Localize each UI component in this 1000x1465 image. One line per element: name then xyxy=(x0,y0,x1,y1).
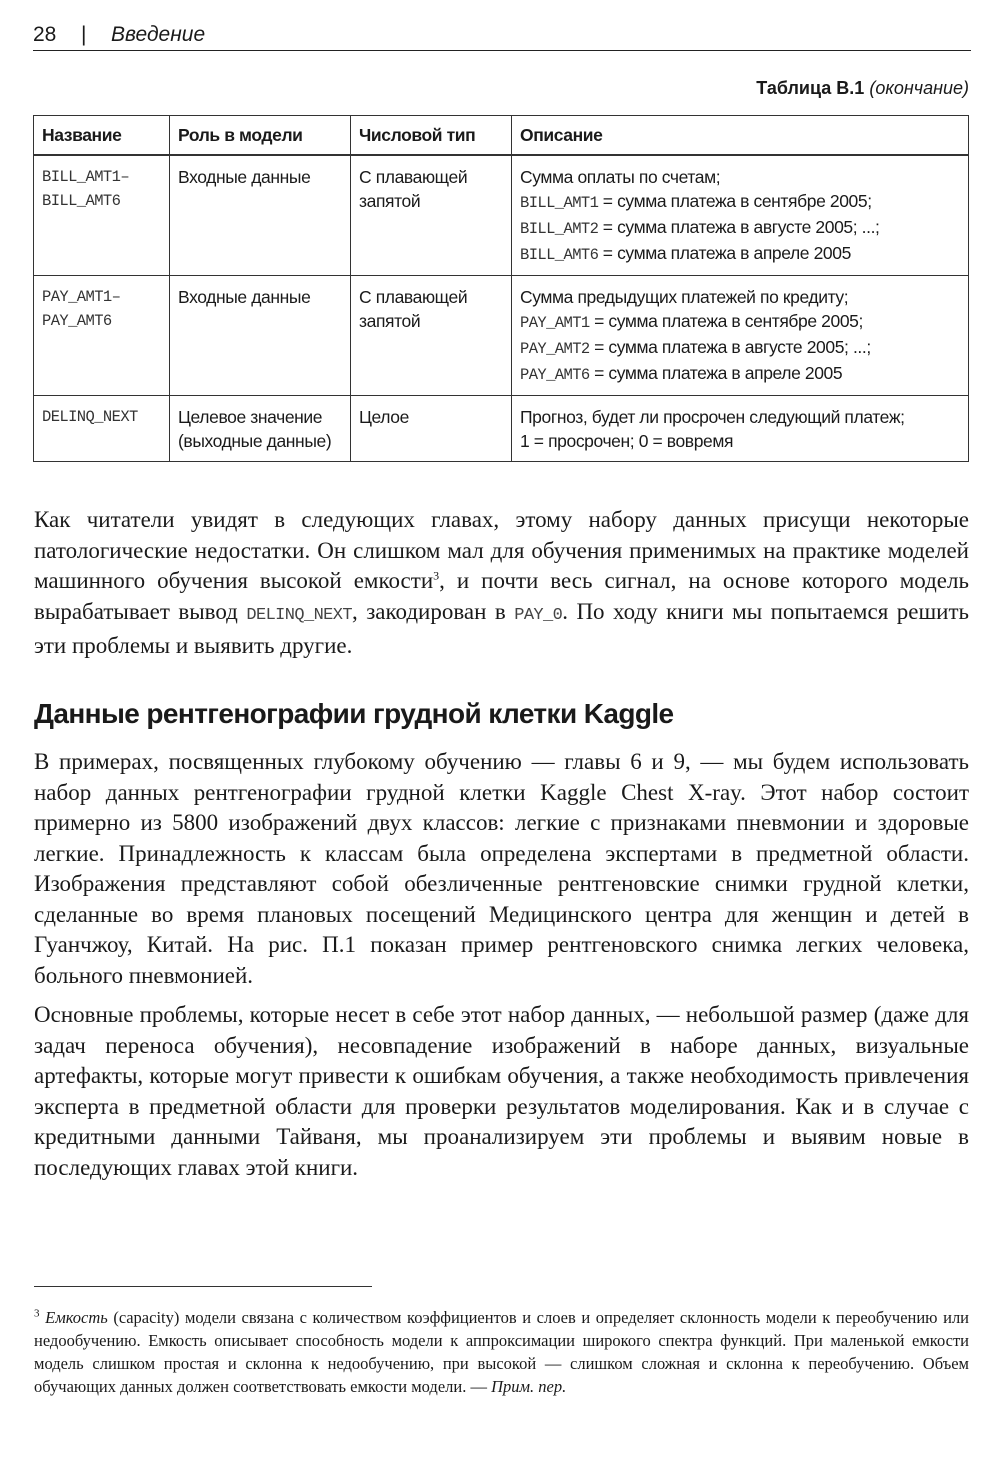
model-role-cell: Входные данные xyxy=(170,155,351,276)
variables-table xyxy=(33,115,969,462)
model-role-cell: Входные данные xyxy=(170,276,351,396)
paragraph-text: Как читатели увидят в следующих главах, этому набору данных присущи некоторые патологические недостатки. Он слишком мал для обучения применимых на практике моделей машинного обучения высокой емкости xyxy=(34,507,969,593)
code-term: PAY_AMT2 xyxy=(520,340,590,358)
description-line: 1 = просрочен; 0 = вовремя xyxy=(520,431,734,451)
table-row xyxy=(34,276,969,396)
numeric-type-cell: Целое xyxy=(351,396,512,462)
description-title: Прогноз, будет ли просрочен следующий платеж; xyxy=(520,407,905,427)
variable-name: BILL_AMT6 xyxy=(42,192,121,210)
description-title: Сумма оплаты по счетам; xyxy=(520,167,721,187)
numeric-type-cell: С плавающей запятой xyxy=(351,276,512,396)
variable-name: DELINQ_NEXT xyxy=(42,408,138,426)
table-row xyxy=(34,396,969,462)
code-term: PAY_AMT1 xyxy=(520,314,590,332)
code-term: PAY_AMT6 xyxy=(520,366,590,384)
paragraph-dataset-issues xyxy=(34,505,969,662)
variable-name: BILL_AMT1– xyxy=(42,168,130,186)
description-cell xyxy=(512,155,969,276)
description-text: = сумма платежа в августе 2005; ...; xyxy=(589,337,871,357)
translator-note: Прим. пер. xyxy=(491,1377,567,1396)
code-term: BILL_AMT1 xyxy=(520,194,599,212)
variable-name-cell xyxy=(34,155,170,276)
table-header-row xyxy=(34,116,969,156)
paragraph-text: , закодирован в xyxy=(351,598,515,624)
running-head xyxy=(33,20,971,51)
description-cell xyxy=(512,276,969,396)
column-header: Название xyxy=(34,116,170,156)
table-caption xyxy=(756,78,969,99)
paragraph-text: . По ходу книги мы попытаемся решить эти проблемы и выявить другие. xyxy=(34,598,970,658)
code-term: DELINQ_NEXT xyxy=(246,605,352,625)
footnote-number: 3 xyxy=(34,1307,40,1320)
table-row xyxy=(34,155,969,276)
numeric-type-cell: С плавающей запятой xyxy=(351,155,512,276)
footnote-text: (capacity) модели связана с количеством коэффициентов и слоев и определяет склонность модели к переобучению или недообучению. Емкость описывает способность модели к аппроксимации широкого спектра функций. При маленькой емкости модель слишком простая и склонна к недообучению, при высокой — слишком сложная и склонна к переобучению. Объем обучающих данных должен соответствовать емкости модели. — xyxy=(34,1308,970,1396)
variable-name-cell xyxy=(34,276,170,396)
chapter-title: Введение xyxy=(111,23,206,46)
footnote-ref: 3 xyxy=(433,568,440,583)
variable-name: PAY_AMT1– xyxy=(42,288,121,306)
description-text: = сумма платежа в апреле 2005 xyxy=(598,243,851,263)
description-line xyxy=(520,361,960,387)
paragraph-text: , и почти весь сигнал, на основе которого модель вырабатывает вывод xyxy=(34,568,969,624)
table-caption-note: (окончание) xyxy=(869,78,969,98)
variable-name: PAY_AMT6 xyxy=(42,312,112,330)
description-text: = сумма платежа в августе 2005; ...; xyxy=(598,217,880,237)
column-header: Роль в модели xyxy=(170,116,351,156)
column-header: Описание xyxy=(512,116,969,156)
section-heading: Данные рентгенографии грудной клетки Kaggle xyxy=(34,698,674,729)
model-role-cell: Целевое значение (выходные данные) xyxy=(170,396,351,462)
description-line xyxy=(520,215,960,241)
code-term: BILL_AMT2 xyxy=(520,220,599,238)
code-term: BILL_AMT6 xyxy=(520,246,599,264)
description-text: = сумма платежа в сентябре 2005; xyxy=(598,191,872,211)
table-caption-label: Таблица В.1 xyxy=(756,78,865,98)
page-number: 28 xyxy=(33,23,57,46)
header-separator: | xyxy=(81,23,87,46)
description-line xyxy=(520,241,960,267)
paragraph-xray-intro: В примерах, посвященных глубокому обучению — главы 6 и 9, — мы будем использовать набор данных рентгенографии грудной клетки Kaggle Chest X-ray. Этот набор состоит примерно из 5800 изображений двух классов: легкие с признаками пневмонии и здоровые легкие. Принадлежность к классам была определена экспертами в предметной области. Изображения представляют собой обезличенные рентгеновские снимки грудной клетки, сделанные во время плановых посещений Медицинского центра для женщин и детей в Гуанчжоу, Китай. На рис. П.1 показан пример рентгеновского снимка легких человека, больного пневмонией. xyxy=(34,749,969,988)
description-text: = сумма платежа в апреле 2005 xyxy=(589,363,843,383)
description-line xyxy=(520,335,960,361)
footnote xyxy=(34,1306,969,1398)
footnote-divider xyxy=(34,1286,372,1287)
footnote-term: Емкость xyxy=(45,1308,108,1327)
description-line xyxy=(520,189,960,215)
paragraph-xray-problems: Основные проблемы, которые несет в себе этот набор данных, — небольшой размер (даже для задач переноса обучения), несовпадение изображений в наборе данных, визуальные артефакты, которые могут привести к ошибкам обучения, а также необходимость привлечения эксперта в предметной области для проверки результатов моделирования. Как и в случае с кредитными данными Тайваня, мы проанализируем эти проблемы и выявим новые в последующих главах этой книги. xyxy=(34,1002,969,1180)
description-title: Сумма предыдущих платежей по кредиту; xyxy=(520,287,849,307)
column-header: Числовой тип xyxy=(351,116,512,156)
description-cell xyxy=(512,396,969,462)
variable-name-cell xyxy=(34,396,170,462)
code-term: PAY_0 xyxy=(514,605,563,625)
description-line xyxy=(520,309,960,335)
description-text: = сумма платежа в сентябре 2005; xyxy=(589,311,863,331)
